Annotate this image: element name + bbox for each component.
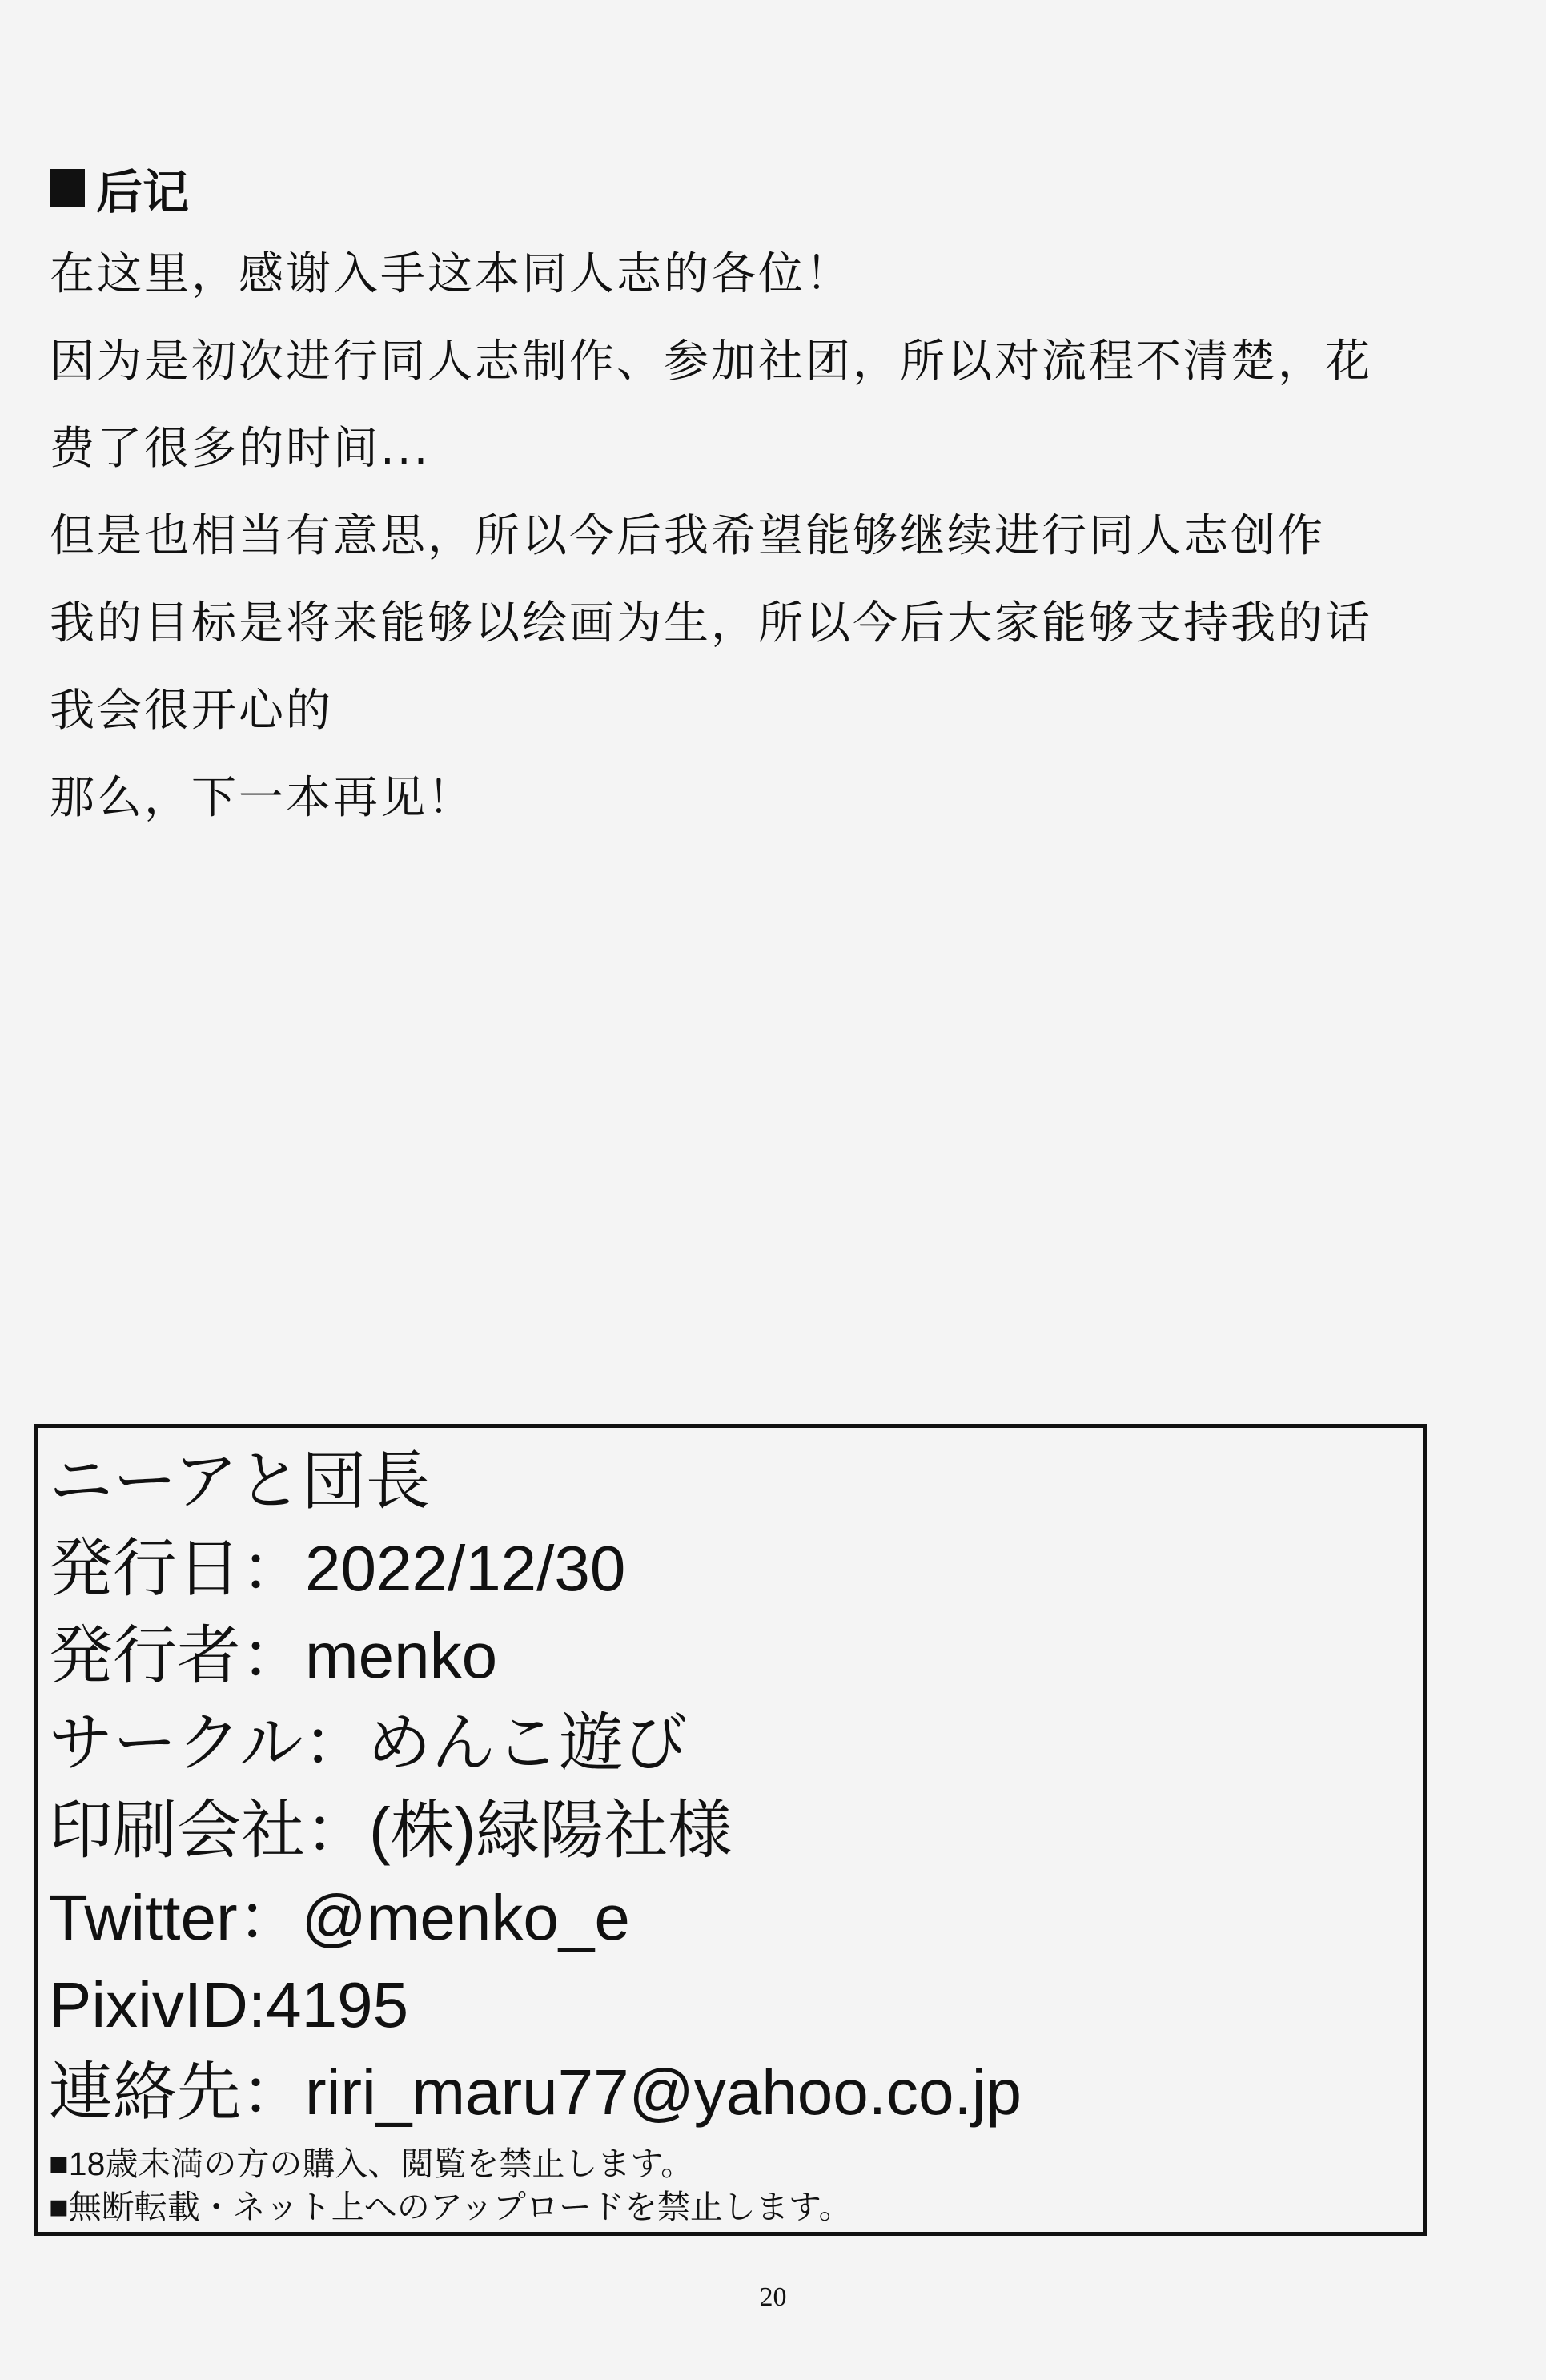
afterword-line: 在这里，感谢入手这本同人志的各位！: [50, 248, 853, 300]
book-title: ニーアと団長: [49, 1445, 430, 1517]
contact-email: 連絡先：riri_maru77@yahoo.co.jp: [49, 2056, 1022, 2128]
square-bullet-icon: [50, 169, 85, 207]
afterword-line: 我会很开心的: [50, 685, 333, 737]
reprint-prohibition-note: ■無断転載・ネット上へのアップロードを禁止します。: [49, 2189, 852, 2225]
afterword-line: 但是也相当有意思，所以今后我希望能够继续进行同人志创作: [50, 510, 1325, 562]
afterword-title: 后记: [96, 165, 190, 219]
twitter-handle: Twitter：@menko_e: [49, 1882, 630, 1953]
colophon-box: [34, 1424, 1427, 2236]
afterword-section: [50, 152, 1507, 842]
pixiv-id: PixivID:4195: [49, 1969, 409, 2040]
afterword-heading: [50, 152, 1507, 224]
circle-name: サークル：めんこ遊び: [49, 1707, 688, 1779]
publish-date: 発行日：2022/12/30: [49, 1533, 626, 1604]
page-number: 20: [759, 2282, 787, 2312]
printing-company: 印刷会社：(株)緑陽社様: [49, 1795, 733, 1866]
publisher: 発行者：menko: [49, 1620, 498, 1691]
age-restriction-note: ■18歳未満の方の購入、閲覧を禁止します。: [49, 2145, 694, 2182]
afterword-line: 那么，下一本再见！: [50, 772, 475, 824]
notes-block: [49, 2142, 1423, 2229]
afterword-line: 因为是初次进行同人志制作、参加社团，所以对流程不清楚，花: [50, 336, 1372, 388]
afterword-line: 我的目标是将来能够以绘画为生，所以今后大家能够支持我的话: [50, 597, 1372, 649]
afterword-line: 费了很多的时间...: [50, 423, 431, 475]
